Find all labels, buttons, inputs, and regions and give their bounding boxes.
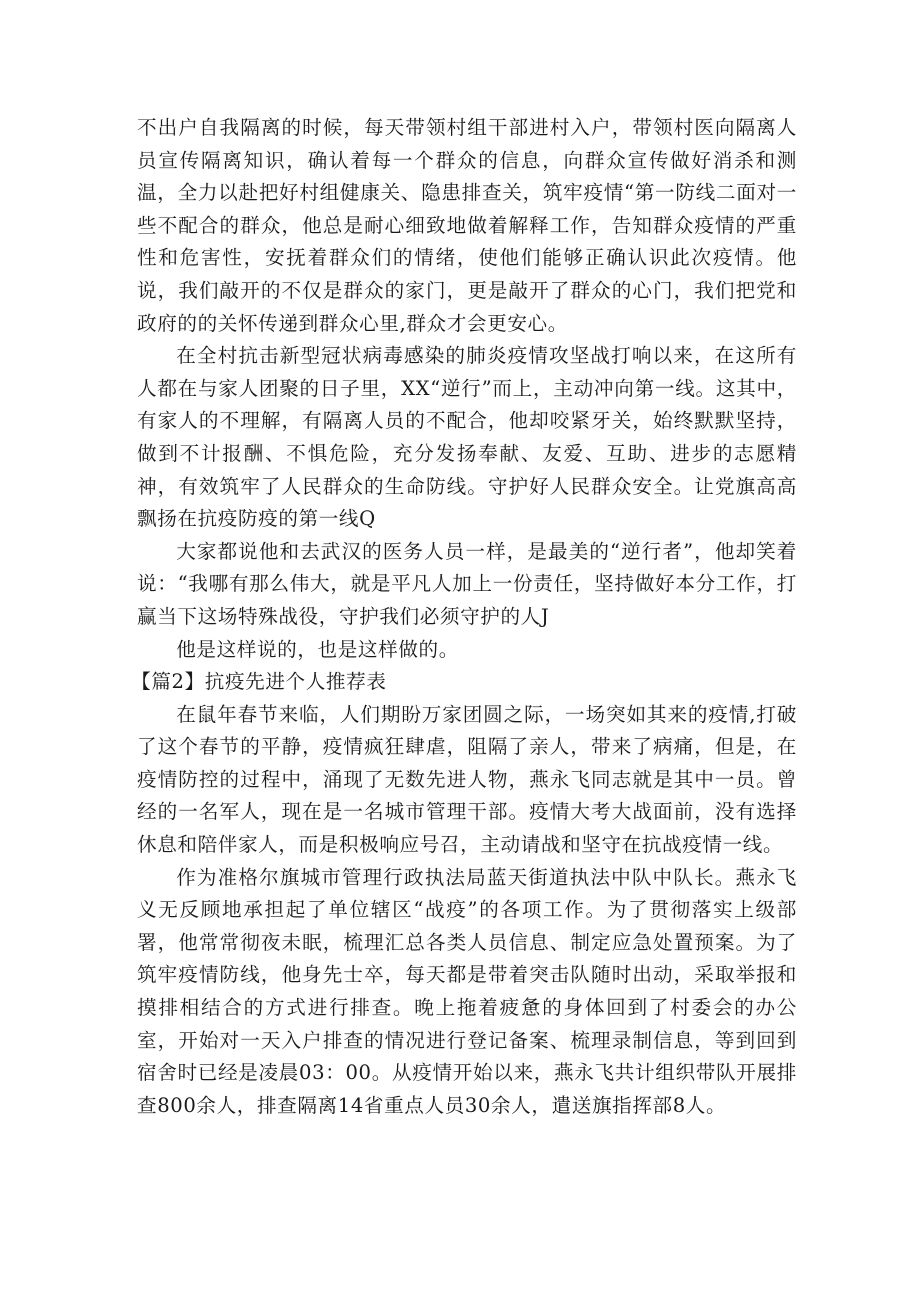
- section-heading: 【篇2】抗疫先进个人推荐表: [131, 670, 387, 694]
- document-body: [131, 112, 797, 1122]
- paragraph-intro: 在鼠年春节来临，人们期盼万家团圆之际，一场突如其来的疫情,打破了这个春节的平静，疫情疯狂肆虐，阻隔了亲人，带来了病痛，但是，在疫情防控的过程中，涌现了无数先进人物，燕永飞同志就是其中一员。曾经的一名军人，现在是一名城市管理干部。疫情大考大战面前，没有选择休息和陪伴家人，而是积极响应号召，主动请战和坚守在抗战疫情一线。: [137, 702, 797, 857]
- paragraph-frontline: 在全村抗击新型冠状病毒感染的肺炎疫情攻坚战打响以来，在这所有人都在与家人团聚的日子里，XX“逆行”而上，主动冲向第一线。这其中，有家人的不理解，有隔离人员的不配合，他却咬紧牙关，始终默默坚持，做到不计报酬、不惧危险，充分发扬奉献、友爱、互助、进步的志愿精神，有效筑牢了人民群众的生命防线。守护好人民群众安全。让党旗高高飘扬在抗疫防疫的第一线Q: [137, 344, 797, 531]
- paragraph-continued: 不出户自我隔离的时候，每天带领村组干部进村入户，带领村医向隔离人员宣传隔离知识，确认着每一个群众的信息，向群众宣传做好消杀和测温，全力以赴把好村组健康关、隐患排查关，筑牢疫情“第一防线二面对一些不配合的群众，他总是耐心细致地做着解释工作，告知群众疫情的严重性和危害性，安抚着群众们的情绪，使他们能够正确认识此次疫情。他说，我们敲开的不仅是群众的家门，更是敲开了群众的心门，我们把党和政府的的关怀传递到群众心里,群众才会更安心。: [137, 116, 797, 335]
- paragraph-quote: 大家都说他和去武汉的医务人员一样，是最美的“逆行者”，他却笑着说：“我哪有那么伟大，就是平凡人加上一份责任，坚持做好本分工作，打赢当下这场特殊战役，守护我们必须守护的人J: [137, 539, 797, 628]
- paragraph-closing: 他是这样说的，也是这样做的。: [176, 637, 459, 661]
- paragraph-duties: 作为准格尔旗城市管理行政执法局蓝天街道执法中队中队长。燕永飞义无反顾地承担起了单位辖区“战疫”的各项工作。为了贯彻落实上级部署，他常常彻夜未眠，梳理汇总各类人员信息、制定应急处置预案。为了筑牢疫情防线，他身先士卒，每天都是带着突击队随时出动，采取举报和摸排相结合的方式进行排查。晚上拖着疲惫的身体回到了村委会的办公室，开始对一天入户排查的情况进行登记备案、梳理录制信息，等到回到宿舍时已经是凌晨03：00。从疫情开始以来，燕永飞共计组织带队开展排查800余人，排查隔离14省重点人员30余人，遣送旗指挥部8人。: [137, 865, 797, 1117]
